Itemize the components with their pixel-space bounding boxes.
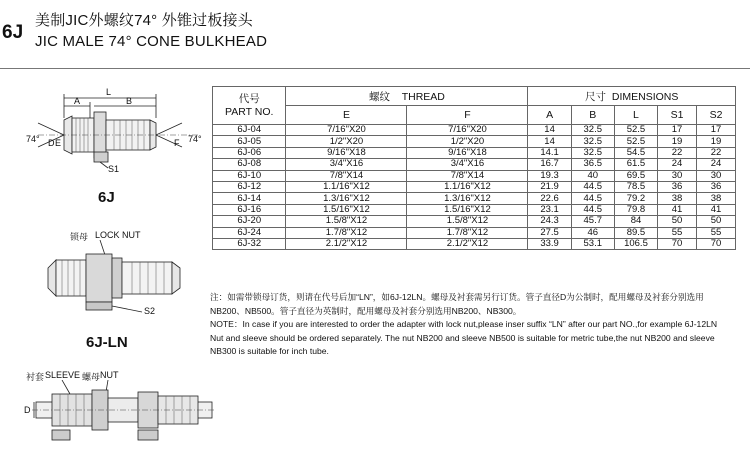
cell-dim-a: 14 <box>528 136 571 147</box>
cell-part-no: 6J-05 <box>213 136 286 147</box>
cell-thread-e: 1.7/8"X12 <box>286 227 407 238</box>
cell-dim-l: 61.5 <box>614 159 657 170</box>
s2-label: S2 <box>144 306 156 316</box>
title-chinese: 美制JIC外螺纹74° 外锥过板接头 <box>35 12 253 29</box>
product-code: 6J <box>2 22 24 43</box>
cell-dim-s1: 50 <box>658 216 697 227</box>
cell-dim-s1: 24 <box>658 159 697 170</box>
cell-dim-b: 44.5 <box>571 181 614 192</box>
cell-dim-s2: 24 <box>696 159 735 170</box>
table-row <box>213 238 736 249</box>
cell-thread-e: 1.3/16"X12 <box>286 193 407 204</box>
cell-dim-a: 33.9 <box>528 238 571 249</box>
note-en-line-2: Nut and sleeve should be ordered separately. The nut NB200 and sleeve NB500 is suitable for metric tube,the nut NB200 and sleeve <box>210 332 715 343</box>
cell-dim-l: 69.5 <box>614 170 657 181</box>
dim-f-label: F <box>174 138 180 148</box>
angle-right-label: 74° <box>188 134 202 144</box>
cell-dim-b: 32.5 <box>571 136 614 147</box>
table-row <box>213 227 736 238</box>
cell-part-no: 6J-14 <box>213 193 286 204</box>
cell-dim-b: 44.5 <box>571 204 614 215</box>
cell-thread-f: 1.3/16"X12 <box>407 193 528 204</box>
sleeve-cn-label: 衬套 <box>26 372 45 382</box>
s1-label: S1 <box>108 164 120 174</box>
cell-part-no: 6J-04 <box>213 125 286 136</box>
table-row <box>213 170 736 181</box>
cell-dim-s1: 38 <box>658 193 697 204</box>
note-en-line-3: NB300 is suitable for inch tube. <box>210 346 329 357</box>
notes <box>210 291 740 359</box>
cell-dim-s1: 19 <box>658 136 697 147</box>
table-row <box>213 216 736 227</box>
cell-thread-f: 1.5/16"X12 <box>407 204 528 215</box>
cell-dim-b: 53.1 <box>571 238 614 249</box>
cell-thread-e: 9/16"X18 <box>286 147 407 158</box>
cell-part-no: 6J-08 <box>213 159 286 170</box>
cell-dim-a: 27.5 <box>528 227 571 238</box>
table-row <box>213 125 736 136</box>
nut-en-label: NUT <box>100 370 119 380</box>
cell-part-no: 6J-06 <box>213 147 286 158</box>
note-en-line-1: NOTE：In case if you are interested to order the adapter with lock nut,please inser suffix “LN” after our part NO.,for example 6J-12LN <box>210 319 718 330</box>
cell-part-no: 6J-24 <box>213 227 286 238</box>
cell-dim-b: 45.7 <box>571 216 614 227</box>
cell-thread-f: 1/2"X20 <box>407 136 528 147</box>
lock-nut-en-label: LOCK NUT <box>95 230 141 240</box>
table-header-row-2 <box>213 106 736 125</box>
cell-dim-s2: 30 <box>696 170 735 181</box>
table-body <box>213 125 736 250</box>
dim-e-label: E <box>55 138 62 148</box>
cell-dim-a: 14.1 <box>528 147 571 158</box>
cell-dim-a: 21.9 <box>528 181 571 192</box>
header-col-s1: S1 <box>658 106 697 125</box>
cell-thread-f: 2.1/2"X12 <box>407 238 528 249</box>
cell-dim-s2: 50 <box>696 216 735 227</box>
cell-dim-s2: 38 <box>696 193 735 204</box>
lock-nut-cn-label: 锁母 <box>70 232 89 242</box>
header-col-s2: S2 <box>696 106 735 125</box>
nut-cn-label: 螺母 <box>82 372 101 382</box>
note-cn-line-1: 注：如需带锁母订货，则请在代号后加“LN”，如6J-12LN。螺母及衬套需另行订货。管子直径D为公制时，配用螺母及衬套分别选用 <box>210 292 704 302</box>
angle-left-label: 74° <box>26 134 40 144</box>
table-row <box>213 147 736 158</box>
cell-thread-f: 9/16"X18 <box>407 147 528 158</box>
cell-dim-a: 23.1 <box>528 204 571 215</box>
cell-dim-l: 79.8 <box>614 204 657 215</box>
figure-label-6j: 6J <box>98 189 115 206</box>
cell-part-no: 6J-20 <box>213 216 286 227</box>
header-col-l: L <box>614 106 657 125</box>
drawing-6j <box>28 88 208 178</box>
cell-dim-b: 36.5 <box>571 159 614 170</box>
dim-d-label: D <box>48 138 55 148</box>
cell-thread-f: 1.7/8"X12 <box>407 227 528 238</box>
dim-a-label: A <box>74 96 81 106</box>
cell-dim-a: 16.7 <box>528 159 571 170</box>
table-row <box>213 136 736 147</box>
cell-dim-s2: 70 <box>696 238 735 249</box>
cell-thread-e: 3/4"X16 <box>286 159 407 170</box>
cell-dim-b: 46 <box>571 227 614 238</box>
sleeve-en-label: SLEEVE <box>45 370 81 380</box>
cell-dim-a: 14 <box>528 125 571 136</box>
cell-thread-f: 7/16"X20 <box>407 125 528 136</box>
cell-dim-s1: 55 <box>658 227 697 238</box>
cell-thread-e: 7/8"X14 <box>286 170 407 181</box>
cell-thread-f: 1.5/8"X12 <box>407 216 528 227</box>
header-col-b: B <box>571 106 614 125</box>
table-row <box>213 204 736 215</box>
cell-dim-s2: 36 <box>696 181 735 192</box>
table-row <box>213 159 736 170</box>
cell-part-no: 6J-12 <box>213 181 286 192</box>
dim-l-label: L <box>106 87 112 97</box>
cell-dim-a: 24.3 <box>528 216 571 227</box>
cell-dim-s1: 70 <box>658 238 697 249</box>
cell-dim-l: 52.5 <box>614 136 657 147</box>
header-thread: 螺纹 THREAD <box>286 87 528 106</box>
cell-part-no: 6J-32 <box>213 238 286 249</box>
header-part-no: 代号 PART NO. <box>213 87 286 125</box>
header-dimensions: 尺寸 DIMENSIONS <box>528 87 736 106</box>
cell-thread-f: 7/8"X14 <box>407 170 528 181</box>
cell-thread-e: 1.1/16"X12 <box>286 181 407 192</box>
table-header-row-1 <box>213 87 736 106</box>
cell-dim-l: 54.5 <box>614 147 657 158</box>
cell-dim-b: 44.5 <box>571 193 614 204</box>
cell-dim-s1: 22 <box>658 147 697 158</box>
header-col-e: E <box>286 106 407 125</box>
note-cn-line-2: NB200、NB500。管子直径为英制时，配用螺母及衬套分别选用NB200、NB300。 <box>210 305 522 316</box>
dim-d-tube-label: D <box>24 405 31 415</box>
cell-dim-s2: 17 <box>696 125 735 136</box>
cell-dim-l: 89.5 <box>614 227 657 238</box>
cell-dim-s2: 41 <box>696 204 735 215</box>
cell-part-no: 6J-16 <box>213 204 286 215</box>
cell-dim-s1: 41 <box>658 204 697 215</box>
table-row <box>213 181 736 192</box>
cell-dim-a: 19.3 <box>528 170 571 181</box>
cell-thread-e: 1.5/16"X12 <box>286 204 407 215</box>
cell-thread-e: 1.5/8"X12 <box>286 216 407 227</box>
cell-dim-s1: 17 <box>658 125 697 136</box>
header-divider <box>0 68 750 69</box>
header-col-f: F <box>407 106 528 125</box>
cell-dim-l: 106.5 <box>614 238 657 249</box>
cell-dim-s2: 22 <box>696 147 735 158</box>
cell-dim-s2: 55 <box>696 227 735 238</box>
cell-thread-e: 7/16"X20 <box>286 125 407 136</box>
cell-dim-l: 84 <box>614 216 657 227</box>
dim-b-label: B <box>126 96 133 106</box>
header-col-a: A <box>528 106 571 125</box>
figure-label-6j-ln: 6J-LN <box>86 334 128 351</box>
cell-thread-e: 2.1/2"X12 <box>286 238 407 249</box>
cell-dim-a: 22.6 <box>528 193 571 204</box>
cell-thread-f: 1.1/16"X12 <box>407 181 528 192</box>
drawing-assembly <box>22 380 214 456</box>
cell-dim-b: 40 <box>571 170 614 181</box>
cell-dim-s1: 36 <box>658 181 697 192</box>
cell-dim-s2: 19 <box>696 136 735 147</box>
cell-thread-f: 3/4"X16 <box>407 159 528 170</box>
cell-dim-l: 78.5 <box>614 181 657 192</box>
table-row <box>213 193 736 204</box>
cell-dim-l: 79.2 <box>614 193 657 204</box>
title-english: JIC MALE 74° CONE BULKHEAD <box>35 33 268 50</box>
cell-dim-b: 32.5 <box>571 125 614 136</box>
cell-dim-l: 52.5 <box>614 125 657 136</box>
cell-thread-e: 1/2"X20 <box>286 136 407 147</box>
specification-table <box>212 86 736 250</box>
cell-dim-s1: 30 <box>658 170 697 181</box>
drawing-6j-ln <box>44 240 194 320</box>
cell-dim-b: 32.5 <box>571 147 614 158</box>
cell-part-no: 6J-10 <box>213 170 286 181</box>
